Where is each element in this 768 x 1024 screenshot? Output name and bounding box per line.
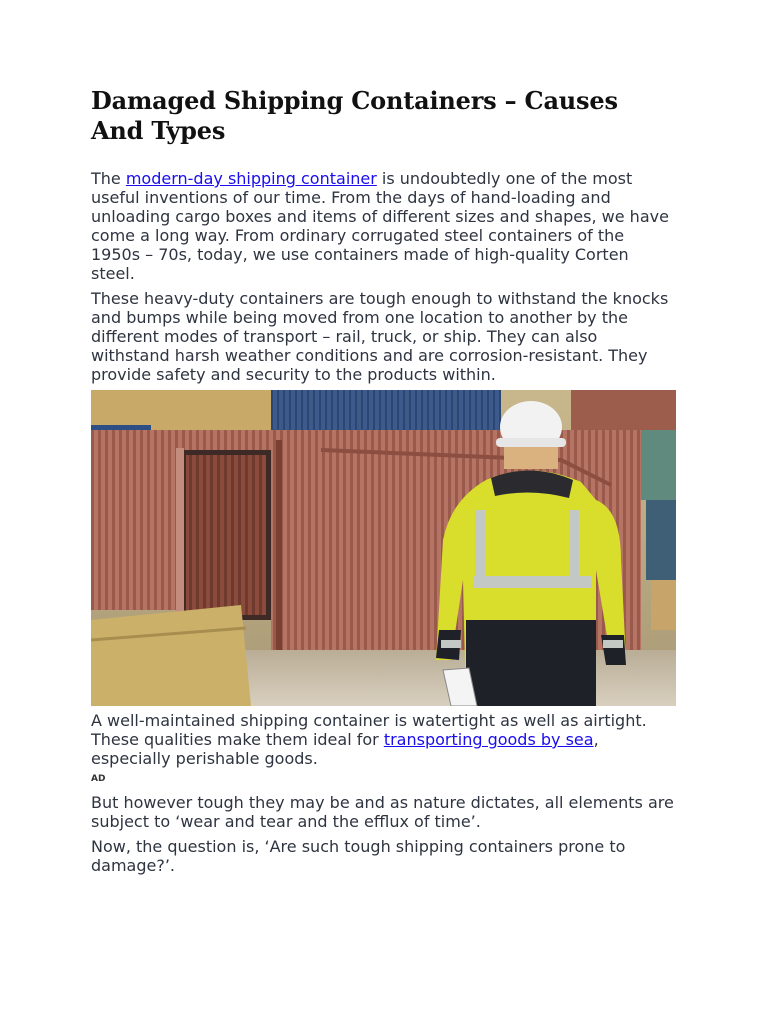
question-paragraph: Now, the question is, ‘Are such tough shipping containers prone to damage?’.	[91, 837, 626, 875]
intro-paragraph	[91, 169, 677, 283]
watertight-text-start: A well-maintained shipping container is watertight as well as airtight. These qualities make them ideal for	[91, 711, 647, 749]
wear-and-tear-paragraph: But however tough they may be and as nature dictates, all elements are subject to ‘wear and tear and the efflux of time’.	[91, 793, 674, 831]
transporting-goods-link[interactable]: transporting goods by sea	[383, 730, 594, 749]
shipping-container-link[interactable]: modern-day shipping container	[125, 169, 377, 188]
article-title: Damaged Shipping Containers – Causes And Types	[91, 86, 618, 145]
watertight-text-end: , especially perishable goods.	[91, 730, 599, 768]
intro-text-start: The	[91, 169, 126, 188]
worker-inspecting-container-photo	[91, 390, 676, 706]
ad-label: AD	[91, 774, 106, 784]
intro-text-end: is undoubtedly one of the most useful inventions of our time. From the days of hand-loading and unloading cargo boxes and items of different sizes and shapes, we have come a long way. From ordinary corrugated steel containers of the 1950s – 70s, today, we use containers made of high-quality Corten steel.	[91, 169, 669, 283]
durability-paragraph: These heavy-duty containers are tough enough to withstand the knocks and bumps while being moved from one location to another by the different modes of transport – rail, truck, or ship. They can also withstand harsh weather conditions and are corrosion-resistant. They provide safety and security to the products within.	[91, 289, 669, 384]
article	[91, 86, 677, 881]
watertight-paragraph	[91, 711, 677, 768]
